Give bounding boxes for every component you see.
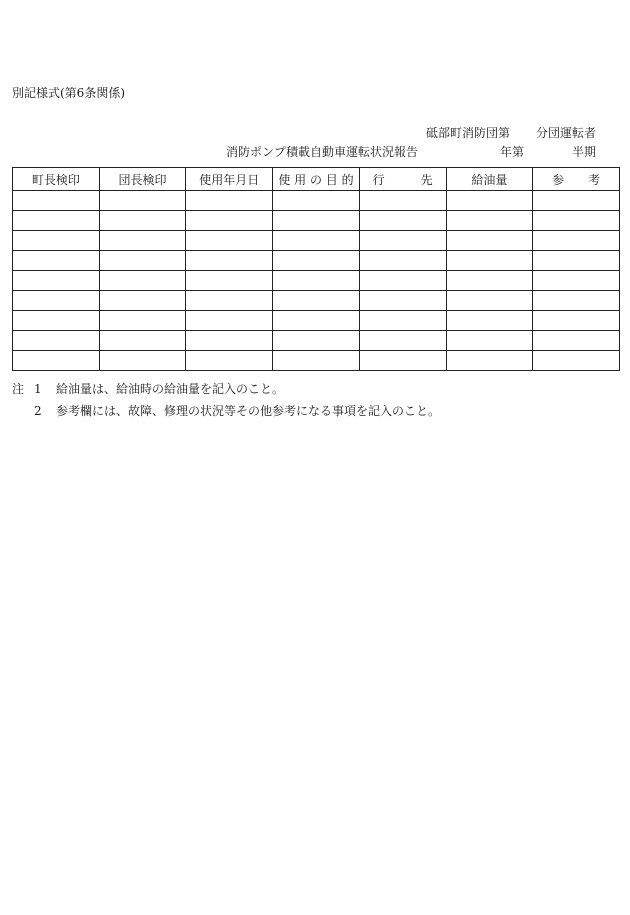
header-chief-seal: 団長検印 [99, 168, 186, 191]
table-cell[interactable] [533, 271, 620, 291]
table-cell[interactable] [446, 331, 533, 351]
note-text: 参考欄には、故障、修理の状況等その他参考になる事項を記入のこと。 [56, 404, 441, 418]
table-cell[interactable] [186, 311, 273, 331]
table-row [13, 271, 620, 291]
header-purpose: 使 用 の 目 的 [273, 168, 360, 191]
table-cell[interactable] [13, 311, 100, 331]
table-row [13, 331, 620, 351]
table-cell[interactable] [186, 231, 273, 251]
brigade-label: 砥部町消防団第 [425, 126, 510, 140]
table-row [13, 211, 620, 231]
table-cell[interactable] [446, 251, 533, 271]
table-row [13, 191, 620, 211]
table-cell[interactable] [533, 211, 620, 231]
table-cell[interactable] [273, 351, 360, 371]
table-cell[interactable] [359, 351, 446, 371]
table-cell[interactable] [186, 291, 273, 311]
table-cell[interactable] [99, 351, 186, 371]
table-row [13, 231, 620, 251]
header-fuel: 給油量 [446, 168, 533, 191]
notes-section [12, 378, 440, 422]
table-cell[interactable] [13, 331, 100, 351]
header-remarks: 参 考 [533, 168, 620, 191]
table-cell[interactable] [13, 271, 100, 291]
table-cell[interactable] [273, 291, 360, 311]
table-cell[interactable] [533, 311, 620, 331]
table-cell[interactable] [13, 251, 100, 271]
note-item [12, 378, 440, 400]
table-cell[interactable] [186, 271, 273, 291]
header-date-used: 使用年月日 [186, 168, 273, 191]
table-cell[interactable] [186, 211, 273, 231]
table-row [13, 291, 620, 311]
form-reference: 別記様式(第6条関係) [12, 86, 125, 100]
table-cell[interactable] [533, 331, 620, 351]
table-body [13, 191, 620, 371]
note-number: 1 [34, 382, 42, 396]
table-cell[interactable] [273, 251, 360, 271]
header-destination: 行 先 [359, 168, 446, 191]
half-term-label: 半期 [572, 145, 597, 159]
table-cell[interactable] [273, 271, 360, 291]
header-mayor-seal: 町長検印 [13, 168, 100, 191]
table-cell[interactable] [446, 291, 533, 311]
table-cell[interactable] [446, 231, 533, 251]
table-cell[interactable] [359, 191, 446, 211]
table-cell[interactable] [186, 331, 273, 351]
table-cell[interactable] [99, 331, 186, 351]
table-cell[interactable] [99, 291, 186, 311]
table-cell[interactable] [99, 311, 186, 331]
table-cell[interactable] [273, 231, 360, 251]
table-cell[interactable] [446, 191, 533, 211]
table-cell[interactable] [359, 331, 446, 351]
table-cell[interactable] [533, 231, 620, 251]
table-cell[interactable] [446, 211, 533, 231]
table-cell[interactable] [13, 191, 100, 211]
table-cell[interactable] [273, 331, 360, 351]
notes-prefix: 注 [12, 382, 25, 396]
table-cell[interactable] [13, 231, 100, 251]
driver-label: 分団運転者 [535, 126, 596, 140]
table-cell[interactable] [186, 191, 273, 211]
table-cell[interactable] [273, 311, 360, 331]
table-cell[interactable] [99, 191, 186, 211]
year-label: 年第 [500, 145, 525, 159]
table-cell[interactable] [359, 271, 446, 291]
table-cell[interactable] [359, 211, 446, 231]
table-row [13, 311, 620, 331]
note-number: 2 [34, 404, 42, 418]
table-cell[interactable] [99, 211, 186, 231]
table-row [13, 351, 620, 371]
table-cell[interactable] [533, 251, 620, 271]
table-cell[interactable] [99, 231, 186, 251]
brigade-line [426, 124, 596, 141]
note-text: 給油量は、給油時の給油量を記入のこと。 [56, 382, 285, 396]
table-cell[interactable] [533, 191, 620, 211]
table-cell[interactable] [13, 351, 100, 371]
table-cell[interactable] [533, 351, 620, 371]
table-cell[interactable] [99, 271, 186, 291]
table-cell[interactable] [99, 251, 186, 271]
table-cell[interactable] [186, 251, 273, 271]
table-cell[interactable] [273, 191, 360, 211]
table-cell[interactable] [359, 311, 446, 331]
operation-log-table [12, 167, 620, 371]
table-cell[interactable] [273, 211, 360, 231]
table-cell[interactable] [446, 271, 533, 291]
table-cell[interactable] [533, 291, 620, 311]
table-header-row [13, 168, 620, 191]
table-cell[interactable] [446, 351, 533, 371]
table-cell[interactable] [13, 211, 100, 231]
note-item [12, 400, 440, 422]
table-cell[interactable] [359, 291, 446, 311]
table-cell[interactable] [446, 311, 533, 331]
table-cell[interactable] [359, 251, 446, 271]
report-title: 消防ポンプ積載自動車運転状況報告 [226, 145, 419, 159]
table-row [13, 251, 620, 271]
table-cell[interactable] [186, 351, 273, 371]
table-cell[interactable] [13, 291, 100, 311]
table-cell[interactable] [359, 231, 446, 251]
